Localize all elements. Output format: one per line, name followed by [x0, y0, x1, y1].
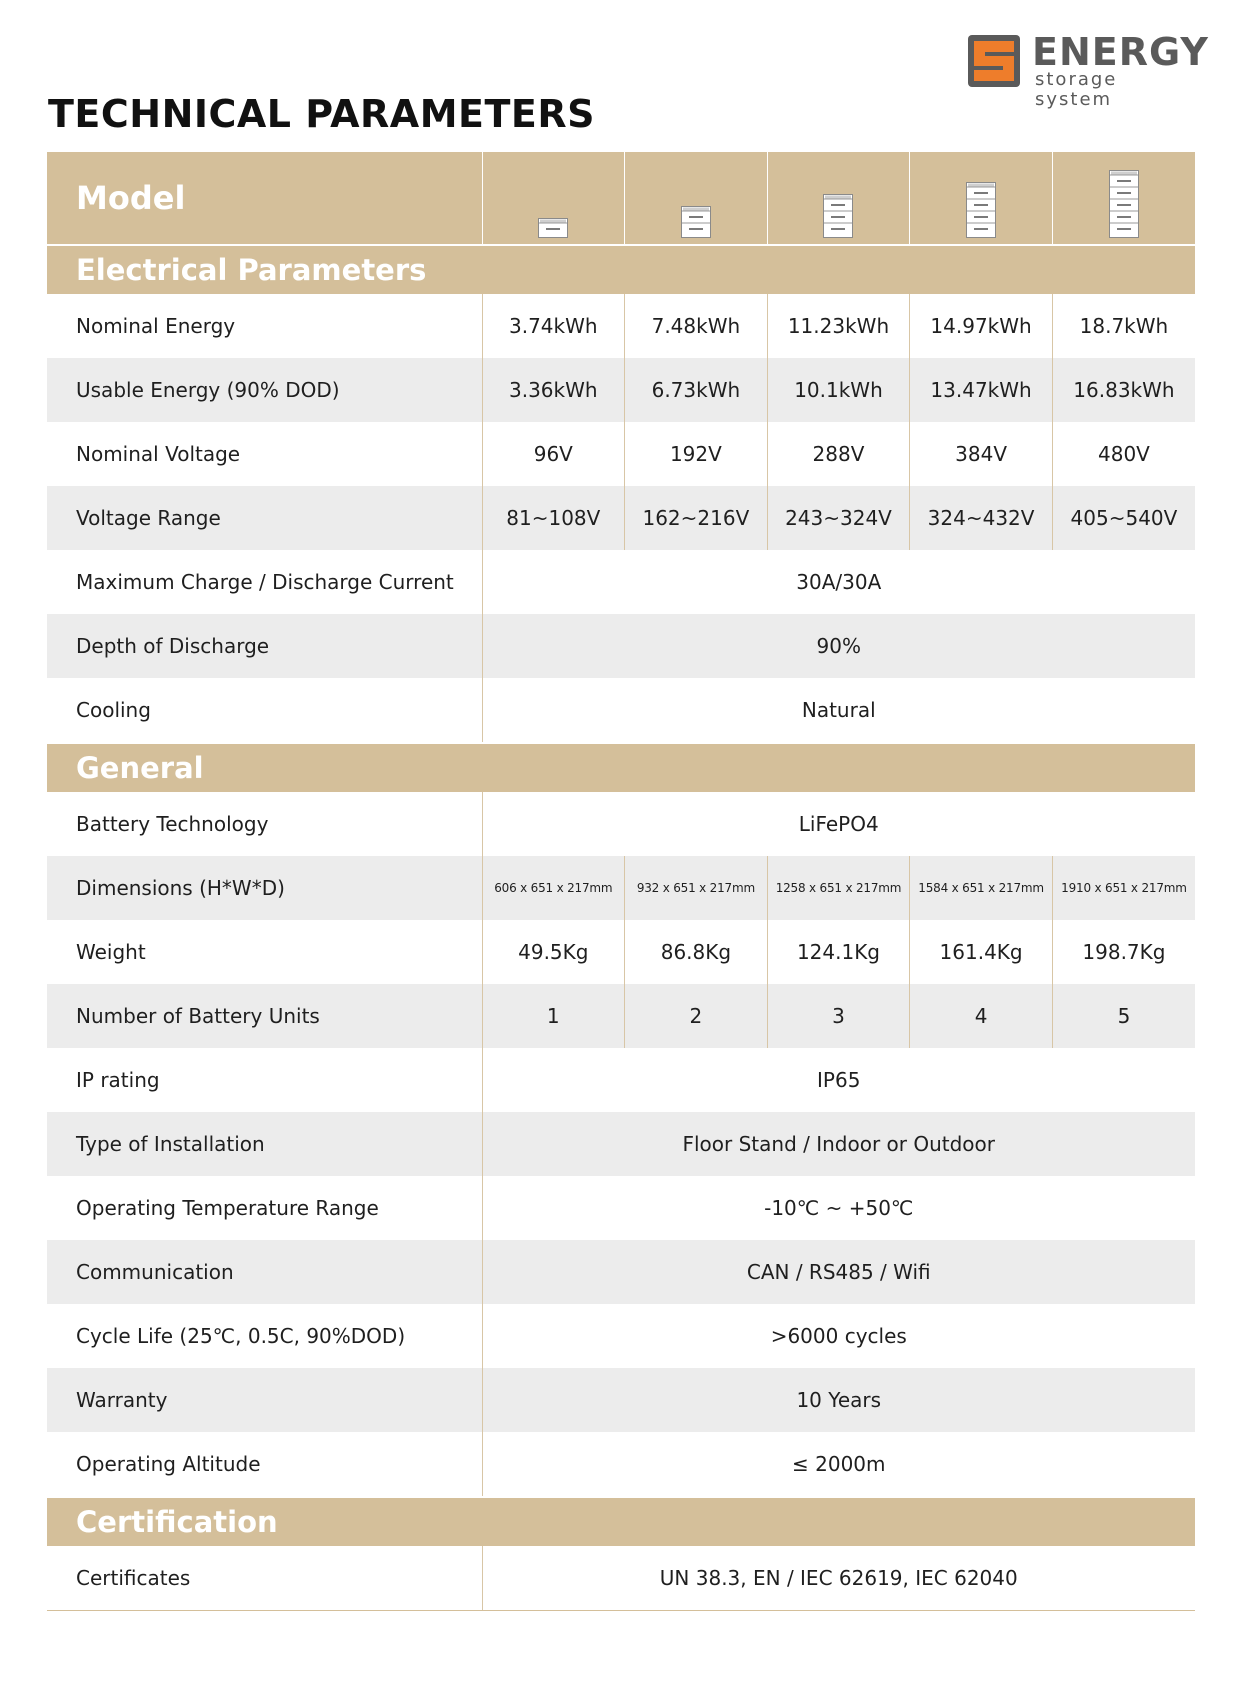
logo-tagline: storage system	[1035, 69, 1118, 110]
model-label: Model	[47, 152, 482, 245]
section-heading: Electrical Parameters	[47, 245, 1195, 294]
parameter-value: 18.7kWh	[1052, 294, 1195, 358]
table-row	[47, 1176, 1195, 1240]
parameter-value: 13.47kWh	[910, 358, 1053, 422]
parameter-value: Floor Stand / Indoor or Outdoor	[482, 1112, 1195, 1176]
parameter-value: 192V	[625, 422, 768, 486]
parameter-value: >6000 cycles	[482, 1304, 1195, 1368]
table-row	[47, 1304, 1195, 1368]
table-row	[47, 856, 1195, 920]
parameter-value: 49.5Kg	[482, 920, 625, 984]
parameter-value: LiFePO4	[482, 792, 1195, 856]
table-row	[47, 1546, 1195, 1611]
table-row	[47, 550, 1195, 614]
parameter-label: Weight	[76, 940, 146, 964]
parameter-label: Nominal Voltage	[76, 442, 241, 466]
battery-stack-1-icon	[538, 218, 568, 240]
parameter-label: Nominal Energy	[76, 314, 236, 338]
spec-table	[47, 152, 1195, 1611]
parameter-value: 1258 x 651 x 217mm	[767, 856, 910, 920]
energy-logo-icon	[968, 35, 1020, 87]
parameter-value: 124.1Kg	[767, 920, 910, 984]
parameter-value: 6.73kWh	[625, 358, 768, 422]
table-row	[47, 984, 1195, 1048]
parameter-value: -10℃ ~ +50℃	[482, 1176, 1195, 1240]
parameter-value: 2	[625, 984, 768, 1048]
parameter-value: 606 x 651 x 217mm	[482, 856, 625, 920]
table-row	[47, 614, 1195, 678]
parameter-value: 16.83kWh	[1052, 358, 1195, 422]
parameter-label: Certificates	[47, 1546, 482, 1611]
parameter-label: Cooling	[76, 698, 151, 722]
parameter-value: 90%	[482, 614, 1195, 678]
parameter-value: 3.36kWh	[482, 358, 625, 422]
model-image-cell	[767, 152, 910, 245]
parameter-value: 161.4Kg	[910, 920, 1053, 984]
table-row	[47, 1112, 1195, 1176]
parameter-value: 7.48kWh	[625, 294, 768, 358]
parameter-label: Number of Battery Units	[47, 984, 482, 1048]
table-row	[47, 1048, 1195, 1112]
table-row	[47, 1368, 1195, 1432]
parameter-label: Battery Technology	[76, 812, 269, 836]
parameter-value: 324~432V	[910, 486, 1053, 550]
parameter-value: 4	[910, 984, 1053, 1048]
parameter-value: 10 Years	[482, 1368, 1195, 1432]
table-row	[47, 486, 1195, 550]
parameter-value: 5	[1052, 984, 1195, 1048]
parameter-value: 480V	[1052, 422, 1195, 486]
table-row	[47, 294, 1195, 358]
parameter-value: 30A/30A	[482, 550, 1195, 614]
parameter-label: Usable Energy (90% DOD)	[47, 358, 482, 422]
parameter-label: IP rating	[76, 1068, 160, 1092]
table-row	[47, 1240, 1195, 1304]
parameter-label: Type of Installation	[47, 1112, 482, 1176]
brand-logo	[968, 30, 1209, 110]
parameter-label: Communication	[47, 1240, 482, 1304]
table-row	[47, 422, 1195, 486]
parameter-label: Voltage Range	[47, 486, 482, 550]
parameter-value: CAN / RS485 / Wifi	[482, 1240, 1195, 1304]
table-row	[47, 1432, 1195, 1497]
parameter-value: 11.23kWh	[767, 294, 910, 358]
parameter-label: Dimensions (H*W*D)	[47, 856, 482, 920]
parameter-value: 1	[482, 984, 625, 1048]
parameter-label: Operating Altitude	[76, 1452, 261, 1476]
parameter-value: 1584 x 651 x 217mm	[910, 856, 1053, 920]
parameter-label: Cycle Life (25℃, 0.5C, 90%DOD)	[76, 1324, 406, 1348]
model-image-cell	[910, 152, 1053, 245]
parameter-value: UN 38.3, EN / IEC 62619, IEC 62040	[482, 1546, 1195, 1611]
parameter-value: 288V	[767, 422, 910, 486]
spec-table-body	[47, 152, 1195, 1611]
parameter-value: 14.97kWh	[910, 294, 1053, 358]
table-row	[47, 792, 1195, 856]
model-image-cell	[482, 152, 625, 245]
parameter-label: Maximum Charge / Discharge Current	[76, 570, 454, 594]
logo-wordmark: ENERGY	[1032, 30, 1209, 74]
model-row	[47, 152, 1195, 245]
parameter-value: 162~216V	[625, 486, 768, 550]
parameter-value: Natural	[482, 678, 1195, 743]
battery-stack-5-icon	[1109, 170, 1139, 240]
parameter-value: 243~324V	[767, 486, 910, 550]
parameter-value: 3	[767, 984, 910, 1048]
model-image-cell	[625, 152, 768, 245]
model-image-cell	[1052, 152, 1195, 245]
parameter-value: 932 x 651 x 217mm	[625, 856, 768, 920]
parameter-value: 81~108V	[482, 486, 625, 550]
parameter-label: Warranty	[47, 1368, 482, 1432]
section-header	[47, 245, 1195, 294]
parameter-label: Operating Temperature Range	[76, 1196, 379, 1220]
parameter-label: Depth of Discharge	[47, 614, 482, 678]
battery-stack-3-icon	[823, 194, 853, 240]
section-header	[47, 743, 1195, 792]
section-heading: Certification	[47, 1497, 1195, 1546]
table-row	[47, 920, 1195, 984]
battery-stack-2-icon	[681, 206, 711, 240]
parameter-value: 3.74kWh	[482, 294, 625, 358]
battery-stack-4-icon	[966, 182, 996, 240]
parameter-value: 405~540V	[1052, 486, 1195, 550]
table-row	[47, 678, 1195, 743]
page-title: TECHNICAL PARAMETERS	[48, 92, 595, 136]
parameter-value: 384V	[910, 422, 1053, 486]
parameter-value: 10.1kWh	[767, 358, 910, 422]
section-header	[47, 1497, 1195, 1546]
parameter-value: 1910 x 651 x 217mm	[1052, 856, 1195, 920]
parameter-value: 198.7Kg	[1052, 920, 1195, 984]
section-heading: General	[47, 743, 1195, 792]
parameter-value: 96V	[482, 422, 625, 486]
parameter-value: ≤ 2000m	[482, 1432, 1195, 1497]
parameter-value: 86.8Kg	[625, 920, 768, 984]
table-row	[47, 358, 1195, 422]
parameter-value: IP65	[482, 1048, 1195, 1112]
